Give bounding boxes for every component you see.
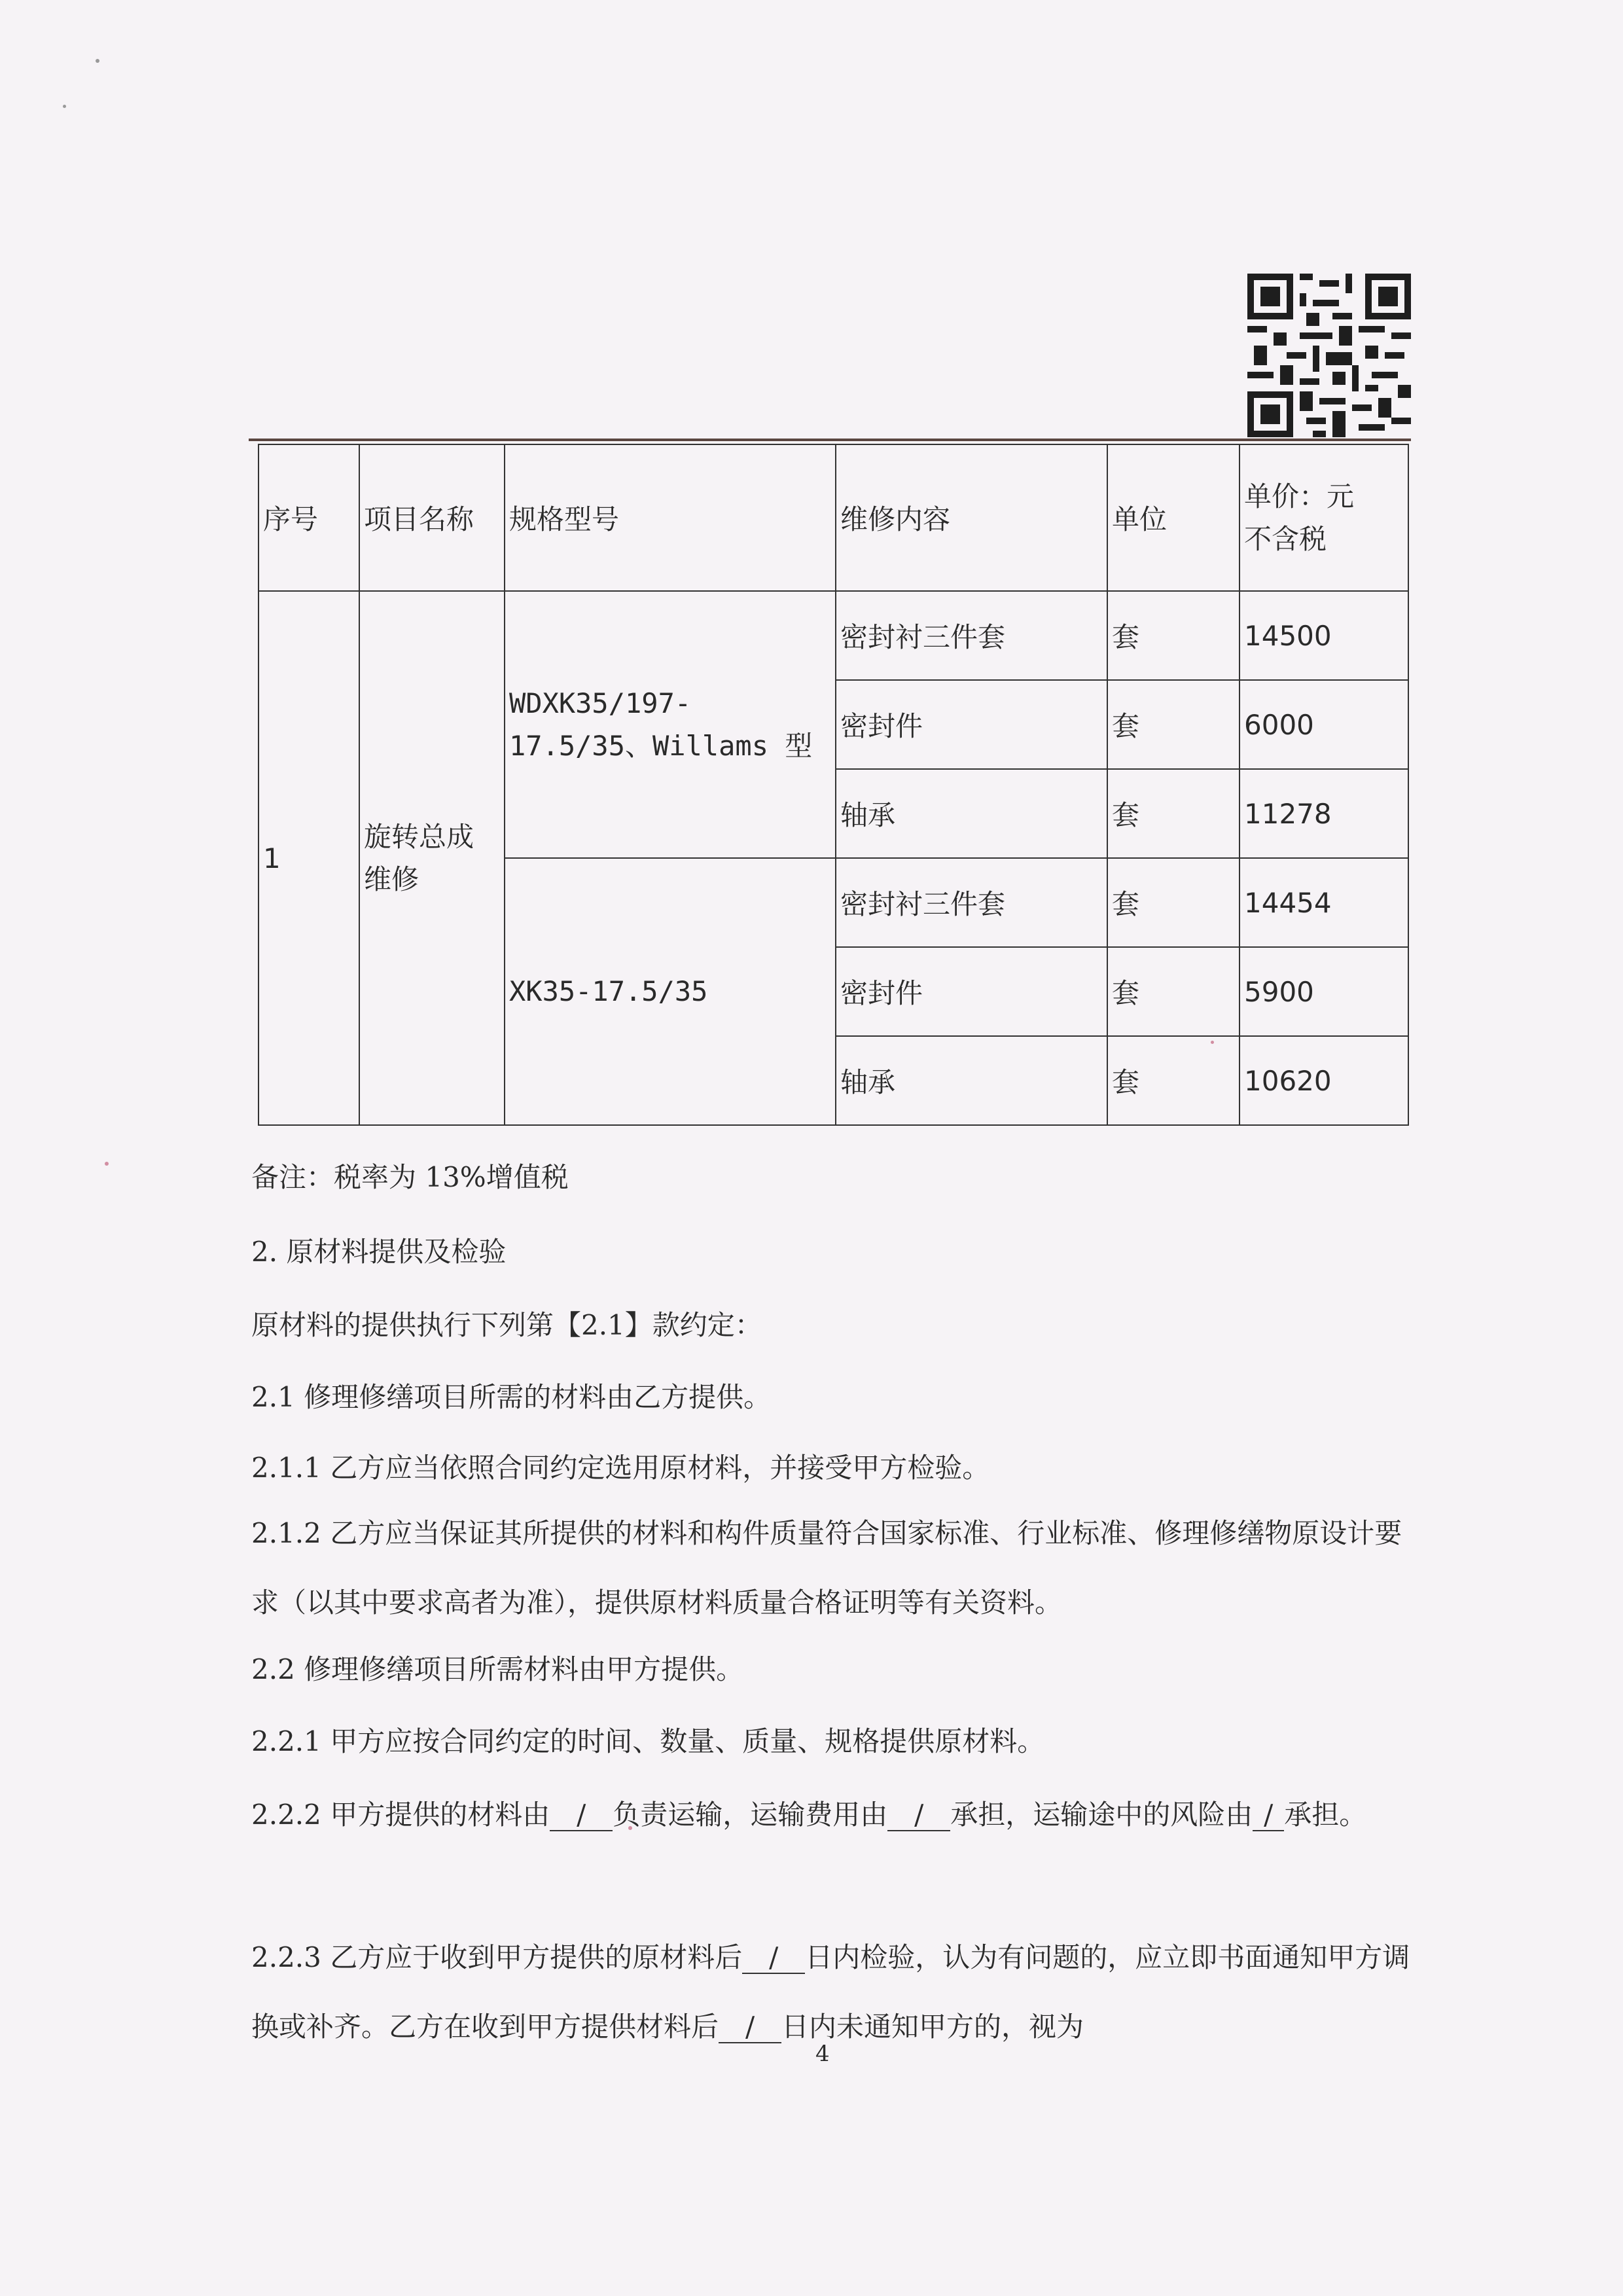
cell-seq: 1	[259, 591, 359, 1125]
scan-speck	[105, 1162, 109, 1166]
header-seq: 序号	[259, 444, 359, 591]
clause-2-1-1: 2.1.1 乙方应当依照合同约定选用原材料，并接受甲方检验。	[251, 1452, 990, 1484]
cell-price: 11278	[1240, 769, 1408, 858]
cell-repair-content: 密封件	[836, 680, 1107, 769]
header-price-line1: 单价：元	[1244, 480, 1355, 512]
cell-repair-content: 密封衬三件套	[836, 591, 1107, 680]
header-project-name: 项目名称	[359, 444, 505, 591]
cell-spec: XK35-17.5/35	[505, 858, 836, 1125]
cell-repair-content: 密封衬三件套	[836, 858, 1107, 947]
clause-2-2-2-text-a: 2.2.2 甲方提供的材料由	[251, 1799, 550, 1831]
price-table	[258, 444, 1409, 1126]
cell-unit: 套	[1107, 858, 1240, 947]
clause-2-2-1: 2.2.1 甲方应按合同约定的时间、数量、质量、规格提供原材料。	[251, 1725, 1045, 1757]
fill-blank: /	[550, 1801, 613, 1831]
tax-note: 备注：税率为 13%增值税	[251, 1161, 569, 1193]
qr-code-icon	[1247, 274, 1411, 437]
header-unit-price	[1240, 444, 1408, 591]
header-price-line2: 不含税	[1244, 523, 1327, 555]
cell-unit: 套	[1107, 947, 1240, 1036]
cell-unit: 套	[1107, 680, 1240, 769]
clause-2-1: 2.1 修理修缮项目所需的材料由乙方提供。	[251, 1381, 772, 1413]
cell-price: 5900	[1240, 947, 1408, 1036]
cell-unit: 套	[1107, 1036, 1240, 1125]
table-header-row	[259, 444, 1408, 591]
cell-repair-content: 轴承	[836, 769, 1107, 858]
clause-2-2-3-text-a: 2.2.3 乙方应于收到甲方提供的原材料后	[251, 1941, 743, 1973]
cell-project-name: 旋转总成维修	[359, 591, 505, 1125]
clause-2-2: 2.2 修理修缮项目所需材料由甲方提供。	[251, 1653, 744, 1685]
clause-2-2-3-text-b: 日内检验，认为有问题的，应立即书面通知甲方调换或补齐。乙方在收到甲方提供材料后	[251, 1941, 1410, 2043]
cell-price: 6000	[1240, 680, 1408, 769]
header-rule	[249, 439, 1411, 441]
scan-speck	[63, 105, 66, 108]
clause-2-2-2-text-c: 承担，运输途中的风险由	[950, 1799, 1253, 1831]
clause-2-2-3-text-c: 日内未通知甲方的，视为	[781, 2011, 1084, 2043]
header-spec: 规格型号	[505, 444, 836, 591]
fill-blank: /	[719, 2013, 781, 2043]
clause-2-1-2: 2.1.2 乙方应当保证其所提供的材料和构件质量符合国家标准、行业标准、修理修缮物原设计要求（以其中要求高者为准），提供原材料质量合格证明等有关资料。	[251, 1517, 1402, 1619]
clause-2-2-3	[251, 1923, 1416, 2062]
cell-price: 14500	[1240, 591, 1408, 680]
cell-spec: WDXK35/197-17.5/35、Willams 型	[505, 591, 836, 858]
section-2-title: 2. 原材料提供及检验	[251, 1236, 507, 1268]
cell-repair-content: 轴承	[836, 1036, 1107, 1125]
fill-blank: /	[887, 1801, 950, 1831]
cell-unit: 套	[1107, 591, 1240, 680]
header-unit: 单位	[1107, 444, 1240, 591]
table-row	[259, 591, 1408, 680]
scan-speck	[96, 59, 99, 63]
clause-2-2-2-text-d: 承担。	[1284, 1799, 1367, 1831]
fill-blank: /	[1253, 1801, 1284, 1831]
fill-blank: /	[742, 1944, 805, 1974]
cell-unit: 套	[1107, 769, 1240, 858]
cell-price: 10620	[1240, 1036, 1408, 1125]
cell-price: 14454	[1240, 858, 1408, 947]
section-2-intro: 原材料的提供执行下列第【2.1】款约定：	[251, 1309, 762, 1341]
clause-2-2-2-text-b: 负责运输，运输费用由	[613, 1799, 888, 1831]
clause-2-2-2	[251, 1780, 1416, 1850]
page-number: 4	[815, 2041, 830, 2067]
cell-repair-content: 密封件	[836, 947, 1107, 1036]
header-repair-content: 维修内容	[836, 444, 1107, 591]
